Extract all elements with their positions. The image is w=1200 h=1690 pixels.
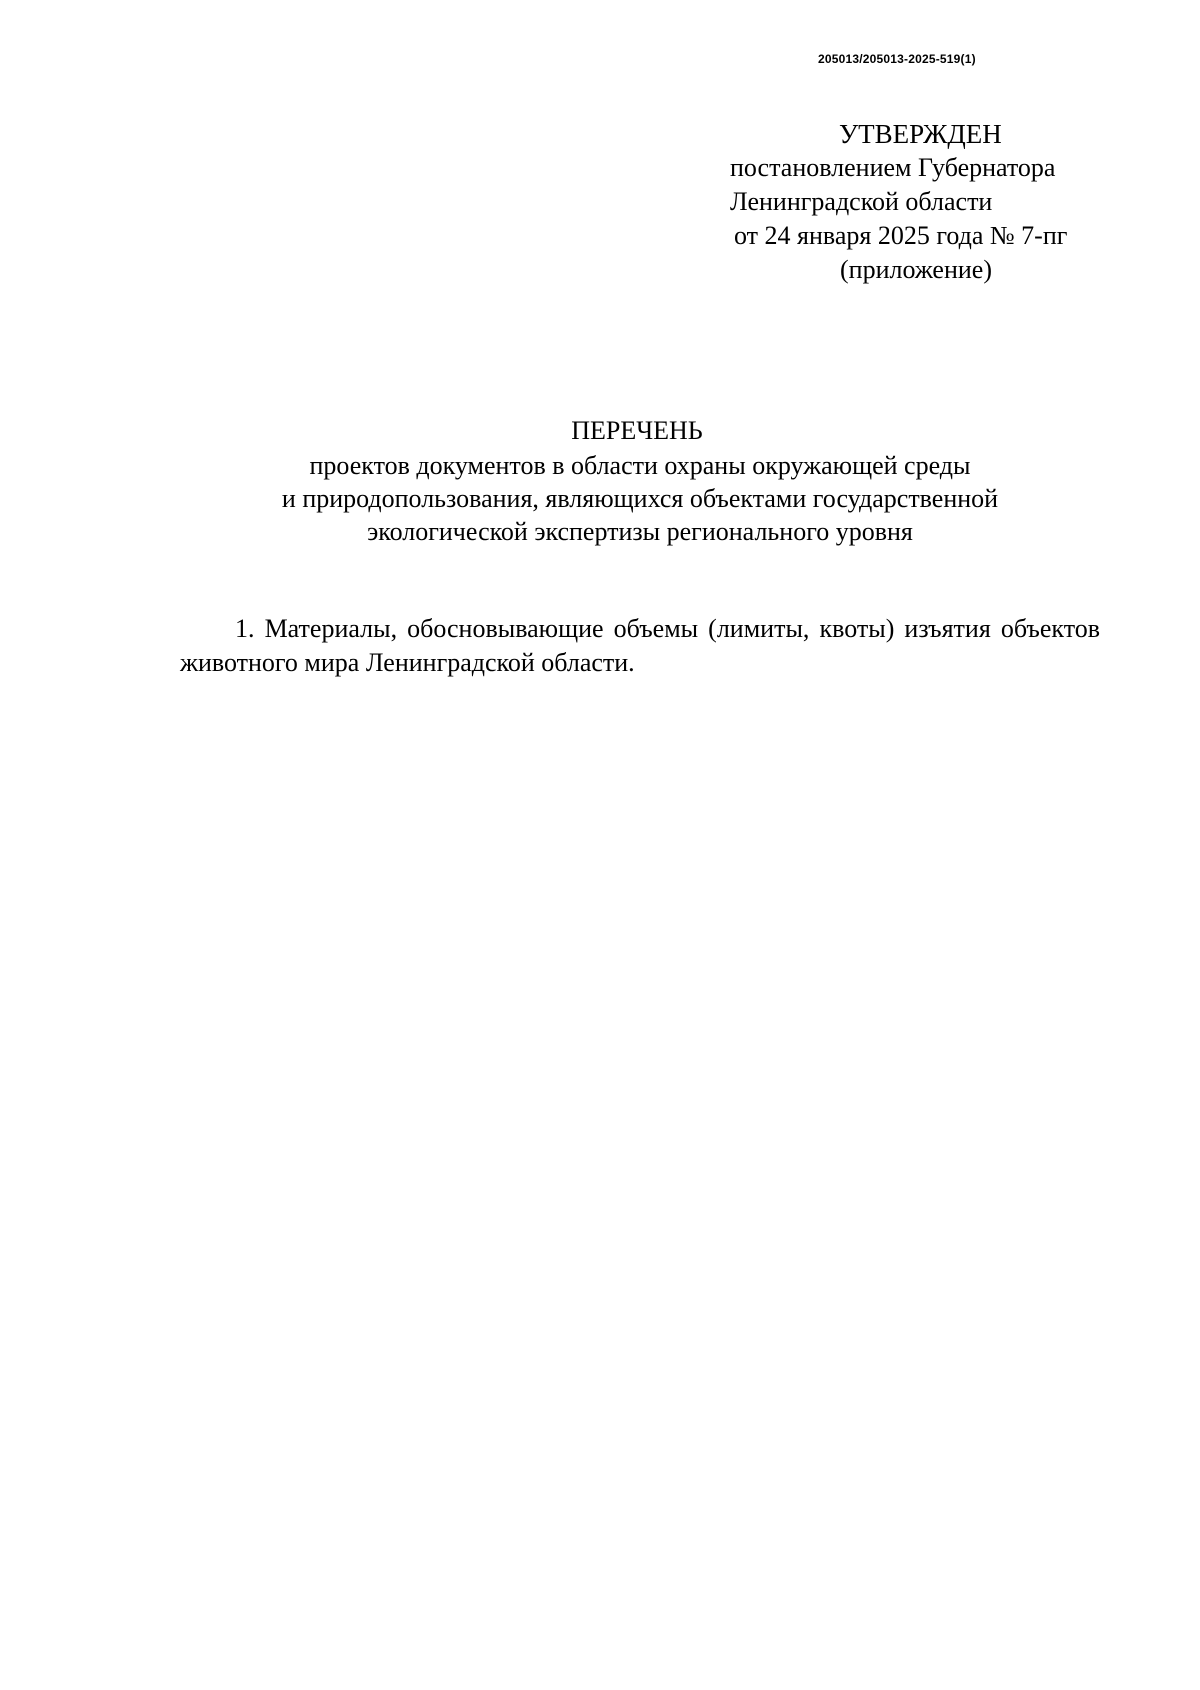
list-heading	[160, 414, 1120, 548]
approval-region: Ленинградской области	[730, 187, 993, 216]
list-item-number: 1.	[235, 614, 265, 643]
list-item	[180, 612, 1100, 680]
approval-by: постановлением Губернатора	[730, 153, 1056, 182]
list-subtitle-line: экологической экспертизы регионального уровня	[367, 517, 913, 546]
list-subtitle-line: и природопользования, являющихся объектами государственной	[281, 484, 999, 513]
approval-date: от 24 января 2025 года № 7-пг	[734, 221, 1068, 250]
list-subtitle-line: проектов документов в области охраны окружающей среды	[309, 451, 971, 480]
list-item-text: Материалы, обосновывающие объемы (лимиты, квоты) изъятия объектов животного мира Ленинградской области.	[180, 614, 1100, 677]
document-id: 205013/205013-2025-519(1)	[818, 52, 976, 66]
approval-annex: (приложение)	[840, 255, 993, 284]
approval-block	[726, 117, 1106, 287]
approval-title: УТВЕРЖДЕН	[839, 119, 1002, 149]
list-title: ПЕРЕЧЕНЬ	[571, 416, 703, 445]
